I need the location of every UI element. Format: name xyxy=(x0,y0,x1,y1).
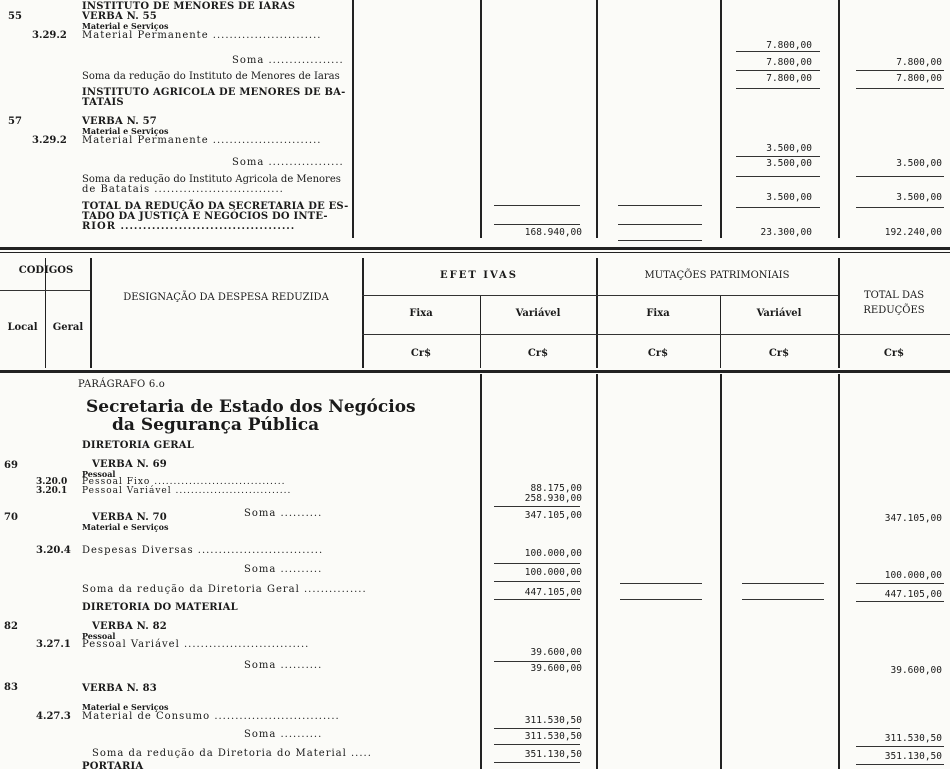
code-geral: 3.29.2 xyxy=(32,30,67,41)
institution-heading: TATAIS xyxy=(82,97,124,108)
rule xyxy=(856,207,944,208)
fixa-header: Fixa xyxy=(409,308,433,319)
rule xyxy=(856,746,944,747)
value-cell: 347.105,00 xyxy=(884,513,942,524)
department-heading: PORTARIA xyxy=(82,761,144,769)
currency-label: Cr$ xyxy=(527,348,549,359)
category-label: Material e Serviços xyxy=(82,702,169,712)
column-divider xyxy=(352,0,354,238)
rule xyxy=(856,70,944,71)
institution-heading: INSTITUTO DE MENORES DE IARAS xyxy=(82,1,296,12)
value-cell: 7.800,00 xyxy=(766,73,812,84)
institution-heading: INSTITUTO AGRICOLA DE MENORES DE BA- xyxy=(82,87,346,98)
variavel-header: Variável xyxy=(515,308,561,319)
rule xyxy=(494,599,580,600)
column-divider xyxy=(838,0,840,238)
rule xyxy=(736,207,820,208)
local-header: Local xyxy=(7,322,38,333)
value-cell: 311.530,50 xyxy=(524,715,582,726)
code-local: 70 xyxy=(4,512,18,523)
section-divider xyxy=(0,247,950,250)
verba-heading: VERBA N. 70 xyxy=(92,512,167,523)
value-cell: 311.530,50 xyxy=(884,733,942,744)
value-cell: 311.530,50 xyxy=(524,731,582,742)
rule xyxy=(362,295,838,296)
rule xyxy=(736,156,820,157)
reduction-label: Soma da redução da Diretoria do Material ..... xyxy=(92,748,372,759)
value-cell: 3.500,00 xyxy=(896,158,942,169)
rule xyxy=(742,583,824,584)
verba-heading: VERBA N. 57 xyxy=(82,116,157,127)
column-divider xyxy=(90,258,92,368)
reduction-label: Soma da redução do Instituto de Menores de Iaras xyxy=(82,71,340,82)
code-geral: 3.27.1 xyxy=(36,639,71,650)
header-bottom-rule xyxy=(0,370,950,373)
rule xyxy=(856,601,944,602)
value-cell: 7.800,00 xyxy=(766,57,812,68)
rule xyxy=(736,51,820,52)
code-geral: 3.29.2 xyxy=(32,135,67,146)
column-divider xyxy=(596,374,598,769)
grand-total-label: RIOR ....................................... xyxy=(82,221,296,232)
currency-label: Cr$ xyxy=(410,348,432,359)
mutacoes-header: MUTAÇÕES PATRIMONIAIS xyxy=(644,270,790,281)
subtotal-label: Soma .......... xyxy=(244,508,323,519)
verba-heading: VERBA N. 55 xyxy=(82,11,157,22)
category-label: Material e Serviços xyxy=(82,522,169,532)
designation-header: DESIGNAÇÃO DA DESPESA REDUZIDA xyxy=(123,292,329,303)
currency-label: Cr$ xyxy=(883,348,905,359)
column-divider xyxy=(596,0,598,238)
code-geral: 3.20.4 xyxy=(36,545,71,556)
rule xyxy=(494,762,580,763)
section-divider xyxy=(0,252,950,253)
value-cell: 100.000,00 xyxy=(524,567,582,578)
column-divider xyxy=(720,0,722,238)
value-cell: 39.600,00 xyxy=(530,663,582,674)
value-cell: 7.800,00 xyxy=(896,57,942,68)
value-cell: 3.500,00 xyxy=(766,143,812,154)
rule xyxy=(618,205,702,206)
line-item: Material Permanente .......................... xyxy=(82,30,322,41)
value-cell: 88.175,00 xyxy=(530,483,582,494)
category-label: Material e Serviços xyxy=(82,21,169,31)
value-cell: 39.600,00 xyxy=(530,647,582,658)
code-geral: 3.20.1 xyxy=(36,486,68,496)
code-local: 83 xyxy=(4,682,18,693)
value-cell: 100.000,00 xyxy=(884,570,942,581)
value-cell: 3.500,00 xyxy=(766,158,812,169)
value-cell: 7.800,00 xyxy=(896,73,942,84)
rule xyxy=(494,744,580,745)
rule xyxy=(0,290,90,291)
line-item: Pessoal Variável .............................. xyxy=(82,639,310,650)
rule xyxy=(494,581,580,582)
verba-heading: VERBA N. 83 xyxy=(82,683,157,694)
efetivas-header: EFET IVAS xyxy=(440,270,518,281)
reduction-label: Soma da redução do Instituto Agricola de Menores xyxy=(82,174,341,185)
rule xyxy=(362,334,950,335)
value-cell: 192.240,00 xyxy=(884,227,942,238)
subtotal-label: Soma .......... xyxy=(244,660,323,671)
value-cell: 351.130,50 xyxy=(524,749,582,760)
rule xyxy=(856,764,944,765)
rule xyxy=(494,205,580,206)
rule xyxy=(736,176,820,177)
column-divider xyxy=(480,374,482,769)
rule xyxy=(620,583,702,584)
total-header: REDUÇÕES xyxy=(863,305,925,316)
value-cell: 3.500,00 xyxy=(896,192,942,203)
rule xyxy=(494,224,580,225)
line-item: Pessoal Fixo .................................. xyxy=(82,477,286,487)
line-item: Material de Consumo .............................. xyxy=(82,711,340,722)
total-header: TOTAL DAS xyxy=(863,290,925,301)
value-cell: 347.105,00 xyxy=(524,510,582,521)
code-local: 57 xyxy=(8,116,22,127)
currency-label: Cr$ xyxy=(768,348,790,359)
rule xyxy=(856,583,944,584)
value-cell: 39.600,00 xyxy=(890,665,942,676)
rule xyxy=(620,599,702,600)
value-cell: 258.930,00 xyxy=(524,493,582,504)
category-label: Pessoal xyxy=(82,469,116,479)
currency-label: Cr$ xyxy=(647,348,669,359)
value-cell: 447.105,00 xyxy=(524,587,582,598)
subtotal-label: Soma .................. xyxy=(232,157,344,168)
variavel-header: Variável xyxy=(756,308,802,319)
subtotal-label: Soma .................. xyxy=(232,55,344,66)
verba-heading: VERBA N. 82 xyxy=(92,621,167,632)
rule xyxy=(742,599,824,600)
line-item: Material Permanente .......................... xyxy=(82,135,322,146)
rule xyxy=(494,728,580,729)
column-divider xyxy=(720,374,722,769)
value-cell: 100.000,00 xyxy=(524,548,582,559)
line-item: Despesas Diversas .............................. xyxy=(82,545,324,556)
subtotal-label: Soma .......... xyxy=(244,729,323,740)
value-cell: 168.940,00 xyxy=(524,227,582,238)
rule xyxy=(494,506,580,507)
verba-heading: VERBA N. 69 xyxy=(92,459,167,470)
column-divider xyxy=(838,374,840,769)
value-cell: 3.500,00 xyxy=(766,192,812,203)
department-heading: DIRETORIA GERAL xyxy=(82,440,194,451)
code-local: 55 xyxy=(8,11,22,22)
codes-header: CODIGOS xyxy=(18,265,74,276)
value-cell: 7.800,00 xyxy=(766,40,812,51)
value-cell: 447.105,00 xyxy=(884,589,942,600)
geral-header: Geral xyxy=(52,322,84,333)
subtotal-label: Soma .......... xyxy=(244,564,323,575)
code-geral: 3.20.0 xyxy=(36,477,68,487)
paragraph-heading: PARÁGRAFO 6.o xyxy=(78,379,165,390)
reduction-label: de Batatais ............................... xyxy=(82,184,284,195)
grand-total-label: TOTAL DA REDUÇÃO DA SECRETARIA DE ES- xyxy=(82,201,349,212)
rule xyxy=(736,88,820,89)
rule xyxy=(856,176,944,177)
code-local: 82 xyxy=(4,621,18,632)
value-cell: 23.300,00 xyxy=(760,227,812,238)
code-local: 69 xyxy=(4,460,18,471)
department-heading: DIRETORIA DO MATERIAL xyxy=(82,602,238,613)
fixa-header: Fixa xyxy=(646,308,670,319)
category-label: Material e Serviços xyxy=(82,126,169,136)
rule xyxy=(618,240,702,241)
value-cell: 351.130,50 xyxy=(884,751,942,762)
column-divider xyxy=(480,0,482,238)
code-geral: 4.27.3 xyxy=(36,711,71,722)
rule xyxy=(494,661,580,662)
reduction-label: Soma da redução da Diretoria Geral ............... xyxy=(82,584,367,595)
secretariat-title: da Segurança Pública xyxy=(112,415,320,435)
rule xyxy=(736,70,820,71)
category-label: Pessoal xyxy=(82,631,116,641)
rule xyxy=(856,88,944,89)
rule xyxy=(618,224,702,225)
rule xyxy=(494,563,580,564)
line-item: Pessoal Variável .............................. xyxy=(82,486,292,496)
grand-total-label: TADO DA JUSTIÇA E NEGÓCIOS DO INTE- xyxy=(82,211,328,222)
secretariat-title: Secretaria de Estado dos Negócios xyxy=(86,397,416,417)
